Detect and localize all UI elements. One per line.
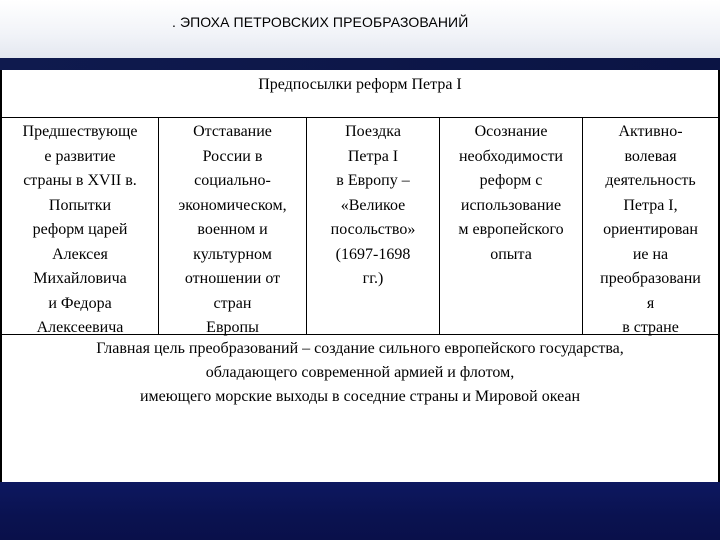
- table-cell-peter-activity: Активно- волевая деятельность Петра I, ориентирован ие на преобразовани я в стране: [582, 118, 718, 334]
- bottom-decorative-band: [0, 482, 720, 540]
- content-frame: [0, 70, 720, 482]
- table-cell-grand-embassy: Поездка Петра I в Европу – «Великое посольство» (1697-1698 гг.): [306, 118, 439, 334]
- slide-header: [0, 0, 720, 58]
- table-columns-row: [2, 118, 718, 335]
- table-cell-previous-development: Предшествующе е развитие страны в XVII в. Попытки реформ царей Алексея Михайловича и Федора Алексеевича: [22, 123, 138, 336]
- main-goal-text: Главная цель преобразований – создание сильного европейского государства, обладающего современной армией и флотом, имеющего морские выходы в соседние страны и Мировой океан: [96, 340, 624, 405]
- prerequisites-table: [2, 70, 718, 409]
- top-decorative-band: [0, 58, 720, 70]
- slide-title: . ЭПОХА ПЕТРОВСКИХ ПРЕОБРАЗОВАНИЙ: [172, 14, 469, 30]
- table-title: Предпосылки реформ Петра I: [2, 70, 718, 118]
- table-cell-awareness: Осознание необходимости реформ с использование м европейского опыта: [439, 118, 582, 334]
- table-cell-backwardness: Отставание России в социально- экономическом, военном и культурном отношении от стран Европы: [158, 118, 306, 334]
